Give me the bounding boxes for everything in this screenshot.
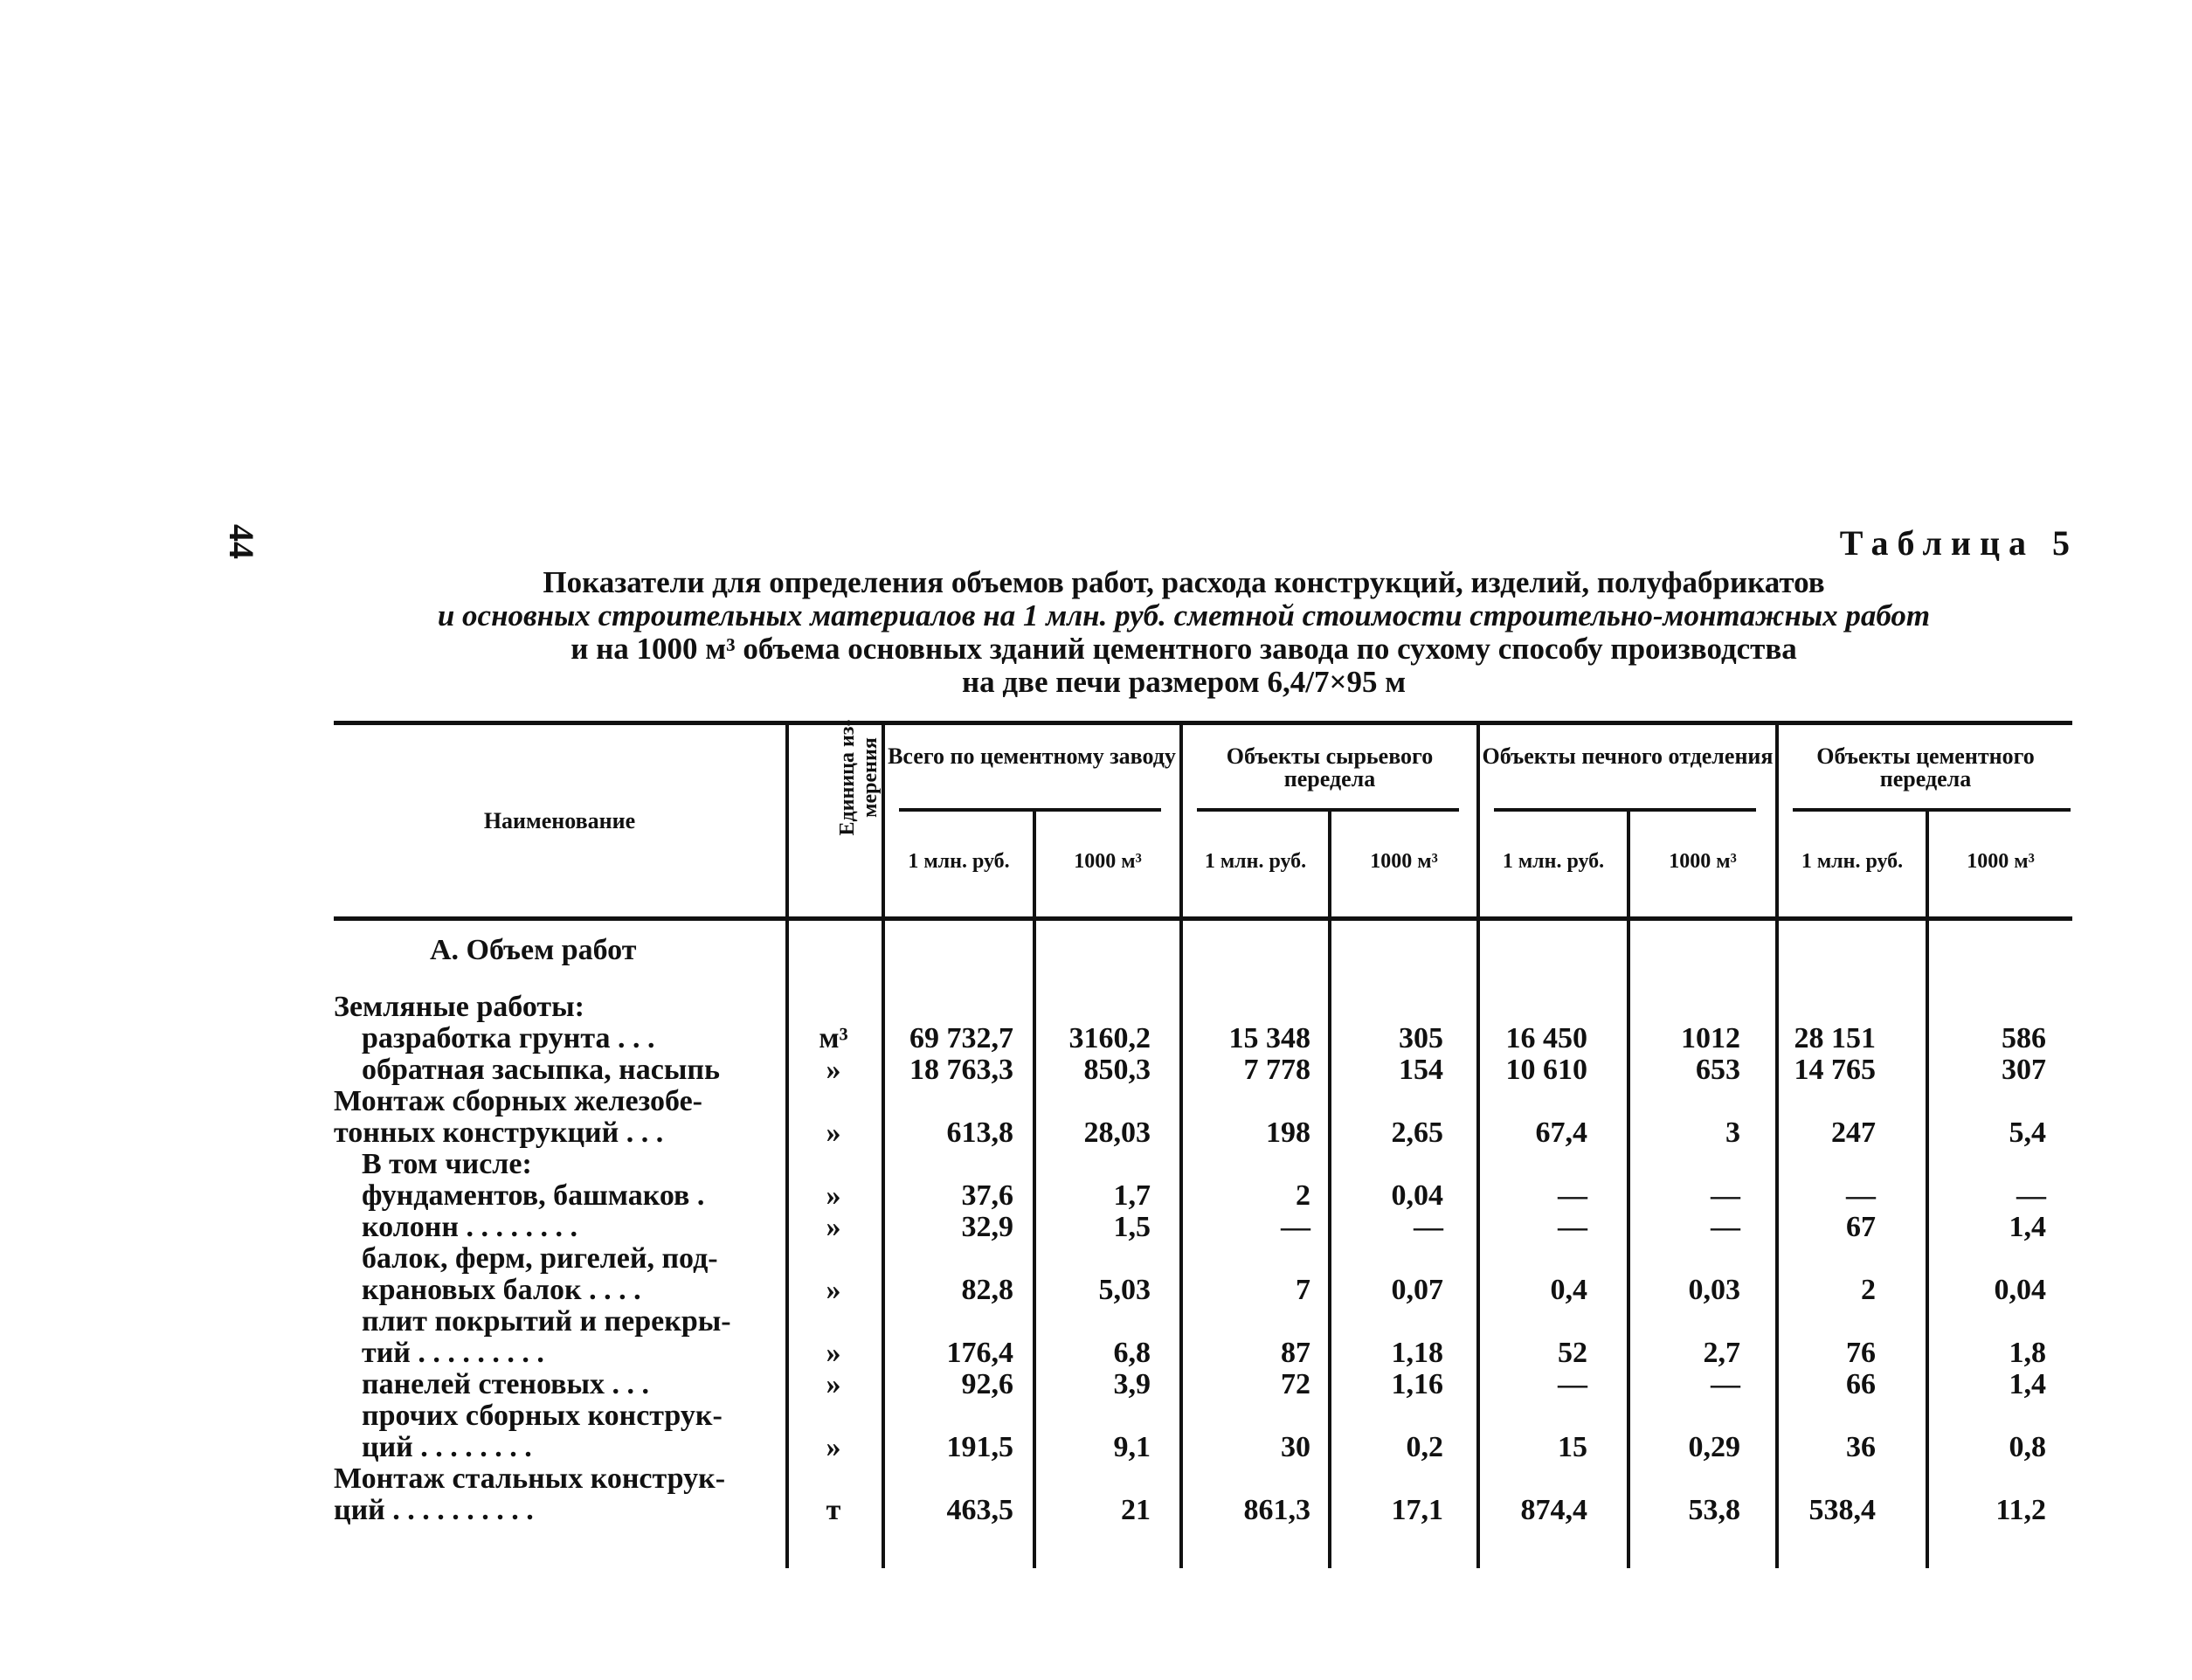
row-value: 0,04 [1391, 1179, 1443, 1212]
header-sub-rub-2: 1 млн. руб. [1204, 850, 1307, 873]
table-row [334, 1243, 2072, 1306]
row-value: 538,4 [1808, 1494, 1876, 1526]
header-sub-rub-1: 1 млн. руб. [908, 850, 1010, 873]
row-name-line: Земляные работы: [334, 991, 584, 1023]
subheader-rule-3 [1494, 808, 1756, 812]
row-value: 5,4 [2009, 1117, 2046, 1149]
row-value: 30 [1281, 1431, 1310, 1463]
row-value: 17,1 [1391, 1494, 1443, 1526]
row-value: 586 [2002, 1022, 2046, 1054]
row-name-line: крановых балок . . . . [362, 1274, 641, 1306]
row-value: 11,2 [1995, 1494, 2046, 1526]
header-group-total: Всего по цементному заводу [888, 743, 1176, 769]
caption-line-4: на две печи размером 6,4/7×95 м [961, 665, 1407, 699]
row-value: 92,6 [961, 1368, 1013, 1400]
row-value: 2,65 [1391, 1117, 1443, 1149]
row-unit: » [826, 1431, 841, 1463]
row-value: 7 778 [1243, 1054, 1310, 1086]
row-value: 67,4 [1535, 1117, 1587, 1149]
row-value: 66 [1846, 1368, 1876, 1400]
section-title: А. Объем работ [430, 934, 637, 966]
header-sub-rub-3: 1 млн. руб. [1502, 850, 1605, 873]
row-value: 67 [1846, 1211, 1876, 1243]
caption-line-2: и основных строительных материалов на 1 млн. руб. сметной стоимости строительно-монтажных работ [437, 598, 1931, 633]
row-value: 5,03 [1098, 1274, 1151, 1306]
row-unit: т [826, 1494, 841, 1526]
row-value: 72 [1281, 1368, 1310, 1400]
row-value: 52 [1558, 1337, 1587, 1369]
row-value: 613,8 [946, 1117, 1013, 1149]
table-row [334, 1212, 2072, 1243]
table-row [334, 1180, 2072, 1212]
table-row [334, 992, 2072, 1023]
row-value: 0,04 [1994, 1274, 2046, 1306]
row-value: 3160,2 [1068, 1022, 1151, 1054]
row-value: — [1711, 1368, 1740, 1400]
subheader-rule-4 [1793, 808, 2071, 812]
header-bottom-rule [334, 916, 2072, 921]
row-value: 191,5 [946, 1431, 1013, 1463]
row-value: 0,8 [2009, 1431, 2046, 1463]
row-value: 1012 [1681, 1022, 1740, 1054]
row-value: — [1711, 1211, 1740, 1243]
row-value: 0,29 [1688, 1431, 1740, 1463]
row-value: 18 763,3 [909, 1054, 1013, 1086]
table-row [334, 1400, 2072, 1463]
row-value: 15 [1558, 1431, 1587, 1463]
row-value: 15 348 [1228, 1022, 1310, 1054]
row-value: 76 [1846, 1337, 1876, 1369]
row-name-line: разработка грунта . . . [362, 1022, 655, 1054]
row-unit: м³ [819, 1022, 848, 1054]
row-name-line: плит покрытий и перекры- [362, 1305, 731, 1338]
page-number: 44 [222, 524, 261, 559]
table-row [334, 1086, 2072, 1149]
row-value: 1,5 [1113, 1211, 1151, 1243]
data-table [334, 721, 2072, 1568]
row-value: 9,1 [1113, 1431, 1151, 1463]
row-value: 874,4 [1520, 1494, 1587, 1526]
row-name-line: Монтаж стальных конструк- [334, 1462, 726, 1495]
row-value: 32,9 [961, 1211, 1013, 1243]
row-value: 21 [1121, 1494, 1151, 1526]
caption-line-1: Показатели для определения объемов работ, расхода конструкций, изделий, полуфабрикатов [543, 565, 1825, 599]
row-name-line: прочих сборных конструк- [362, 1400, 723, 1432]
row-value: 0,4 [1550, 1274, 1587, 1306]
table-row [334, 1463, 2072, 1526]
row-value: — [1711, 1179, 1740, 1212]
row-name-line: Монтаж сборных железобе- [334, 1085, 702, 1117]
row-name-line: ций . . . . . . . . . . [334, 1494, 534, 1526]
row-value: — [1281, 1211, 1310, 1243]
row-value: 6,8 [1113, 1337, 1151, 1369]
row-value: 2 [1861, 1274, 1876, 1306]
row-value: 653 [1696, 1054, 1740, 1086]
subheader-rule-2 [1197, 808, 1459, 812]
row-unit: » [826, 1337, 841, 1369]
row-name-line: ций . . . . . . . . [362, 1431, 532, 1463]
header-group-raw: Объекты сырьевого передела [1226, 743, 1434, 792]
row-value: — [1414, 1211, 1443, 1243]
row-value: 307 [2002, 1054, 2046, 1086]
row-name-line: обратная засыпка, насыпь [362, 1054, 720, 1086]
row-name-line: балок, ферм, ригелей, под- [362, 1242, 718, 1275]
row-value: 10 610 [1505, 1054, 1587, 1086]
row-value: 1,8 [2009, 1337, 2046, 1369]
row-value: — [2016, 1179, 2046, 1212]
row-value: 37,6 [961, 1179, 1013, 1212]
row-value: 0,07 [1391, 1274, 1443, 1306]
row-value: 1,16 [1391, 1368, 1443, 1400]
row-value: 0,2 [1406, 1431, 1443, 1463]
row-unit: » [826, 1179, 841, 1212]
row-value: — [1558, 1211, 1587, 1243]
table-top-rule [334, 721, 2072, 725]
table-row [334, 1023, 2072, 1054]
row-name-line: колонн . . . . . . . . [362, 1211, 577, 1243]
row-value: 53,8 [1688, 1494, 1740, 1526]
row-value: 305 [1399, 1022, 1443, 1054]
row-unit: » [826, 1368, 841, 1400]
row-unit: » [826, 1274, 841, 1306]
table-row [334, 1369, 2072, 1400]
row-value: — [1846, 1179, 1876, 1212]
row-value: 16 450 [1505, 1022, 1587, 1054]
row-value: 69 732,7 [909, 1022, 1013, 1054]
table-caption [332, 566, 2036, 699]
header-name: Наименование [483, 808, 636, 833]
table-label: Таблица 5 [1839, 523, 2078, 563]
row-name-line: тонных конструкций . . . [334, 1117, 664, 1149]
row-value: 82,8 [961, 1274, 1013, 1306]
row-value: 28,03 [1083, 1117, 1151, 1149]
row-name-line: тий . . . . . . . . . [362, 1337, 544, 1369]
row-value: — [1558, 1179, 1587, 1212]
row-value: — [1558, 1368, 1587, 1400]
row-value: 176,4 [946, 1337, 1013, 1369]
header-sub-m3-1: 1000 м³ [1074, 850, 1142, 873]
caption-line-3: и на 1000 м³ объема основных зданий цементного завода по сухому способу производства [570, 632, 1797, 666]
row-value: 247 [1831, 1117, 1876, 1149]
row-value: 850,3 [1083, 1054, 1151, 1086]
header-sub-m3-3: 1000 м³ [1669, 850, 1737, 873]
row-name-line: фундаментов, башмаков . [362, 1179, 705, 1212]
row-value: 2,7 [1703, 1337, 1740, 1369]
header-sub-m3-2: 1000 м³ [1370, 850, 1438, 873]
header-sub-m3-4: 1000 м³ [1967, 850, 2035, 873]
table-row [334, 1149, 2072, 1180]
row-value: 36 [1846, 1431, 1876, 1463]
row-value: 198 [1266, 1117, 1310, 1149]
row-value: 861,3 [1243, 1494, 1310, 1526]
row-name-line: В том числе: [362, 1148, 532, 1180]
row-value: 7 [1296, 1274, 1310, 1306]
header-group-kiln: Объекты печного отделения [1482, 743, 1774, 769]
row-value: 1,4 [2009, 1211, 2046, 1243]
table-row [334, 1306, 2072, 1369]
row-name-line: панелей стеновых . . . [362, 1368, 650, 1400]
row-value: 14 765 [1794, 1054, 1876, 1086]
row-unit: » [826, 1211, 841, 1243]
row-value: 1,4 [2009, 1368, 2046, 1400]
row-value: 28 151 [1794, 1022, 1876, 1054]
row-value: 3 [1725, 1117, 1740, 1149]
row-unit: » [826, 1117, 841, 1149]
header-sub-rub-4: 1 млн. руб. [1801, 850, 1904, 873]
header-unit: Единица из-мерения [836, 719, 882, 836]
row-value: 1,7 [1113, 1179, 1151, 1212]
row-value: 87 [1281, 1337, 1310, 1369]
row-unit: » [826, 1054, 841, 1086]
row-value: 2 [1296, 1179, 1310, 1212]
row-value: 154 [1399, 1054, 1443, 1086]
subheader-rule-1 [899, 808, 1161, 812]
row-value: 1,18 [1391, 1337, 1443, 1369]
header-group-cement: Объекты цементного передела [1816, 743, 2035, 792]
row-value: 463,5 [946, 1494, 1013, 1526]
table-row [334, 1054, 2072, 1086]
row-value: 3,9 [1113, 1368, 1151, 1400]
row-value: 0,03 [1688, 1274, 1740, 1306]
